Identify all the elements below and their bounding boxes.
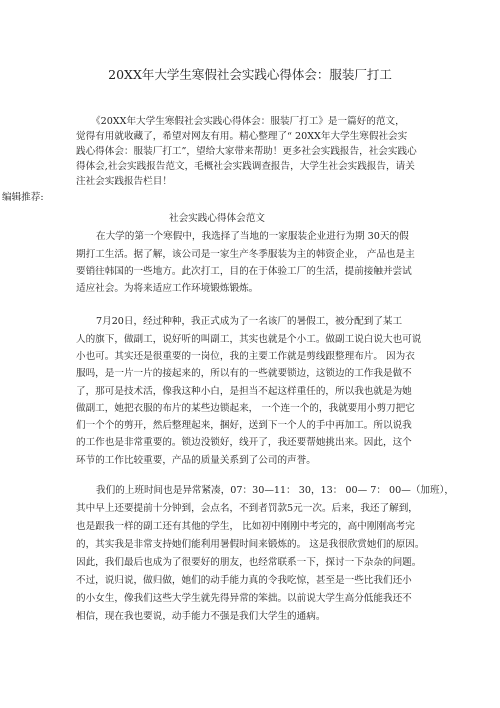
paragraph-line: 小也可。其实还是很重要的一岗位，我的主要工作就是剪线跟整理布片。 因为衣 [76,351,415,362]
intro-line: 得体会,社会实践报告范文，毛概社会实践调查报告，大学生社会实践报告，请关 [76,161,415,172]
editor-recommendation-label: 编辑推荐: [2,192,44,203]
paragraph-line: 也是跟我一样的副工还有其他的学生， 比如初中刚刚中考完的，高中刚刚高考完 [76,521,415,532]
intro-line: 觉得有用就收藏了，希望对网友有用。精心整理了“ 20XX年大学生寒假社会实 [76,131,408,142]
intro-line: 《20XX年大学生寒假社会实践心得体会：服装厂打工》是一篇好的范文， [91,116,405,127]
paragraph-line: 要销往韩国的一些地方。此次打工，目的在于体验工厂的生活，提前接触并尝试 [76,266,412,277]
paragraph-line: 环节的工作比较重要，产品的质量关系到了公司的声誉。 [76,455,316,466]
intro-line: 践心得体会：服装厂打工”，望给大家带来帮助！更多社会实践报告，社会实践心 [76,146,417,157]
paragraph-line: 了，那可是技术活，像我这种小白，是担当不起这样重任的，所以我也就是为她 [76,386,412,397]
paragraph-line: 不过，说归说，做归做，她们的动手能力真的令我吃惊，甚至是一些比我们还小 [76,575,412,586]
paragraph-line: 期打工生活。据了解，该公司是一家生产冬季服装为主的韩资企业， 产品也是主 [76,249,415,260]
paragraph-line: 在大学的第一个寒假中，我选择了当地的一家服装企业进行为期 30天的假 [96,231,409,242]
paragraph-line: 其中早上还要提前十分钟到，会点名，不到者罚款5元一次。后来，我还了解到， [76,503,418,514]
paragraph-line: 们一个个的剪开，然后整理起来，捆好，送到下一个人的手中再加工。所以说我 [76,420,412,431]
paragraph-line: 做副工，她把衣服的布片的某些边锁起来， 一个连一个的，我就要用小剪刀把它 [76,403,415,414]
section-title: 社会实践心得体会范文 [169,213,265,224]
paragraph-line: 人的旗下，做副工，说好听的叫副工，其实也就是个小工。做副工说白说大也可说 [76,334,422,345]
page-title: 20XX年大学生寒假社会实践心得体会：服装厂打工 [108,67,392,82]
paragraph-line: 的，其实我是非常支持她们能利用暑假时间来锻炼的。 这是我很欣赏她们的原因。 [76,539,425,550]
paragraph-line: 因此，我们最后也成为了很要好的朋友，也经常联系一下，探讨一下杂杂的问题。 [76,557,422,568]
paragraph-line: 服吗，是一片一片的接起来的，所以有的一些就要锁边，这锁边的工作我是做不 [76,368,412,379]
paragraph-line: 相信，现在我也要说，动手能力不强是我们大学生的通病。 [76,611,326,622]
paragraph-line: 的工作也是非常重要的。锁边没锁好，线开了，我还要帮她挑出来。因此，这个 [76,437,412,448]
paragraph-line: 我们的上班时间也是异常紧凑，07：30—11： 30，13： 00— 7： 00—（加班）， [96,485,454,496]
paragraph-line: 的小女生，像我们这些大学生就先得异常的笨拙。以前说大学生高分低能我还不 [76,593,412,604]
intro-line: 注社会实践报告栏目！ [76,176,172,187]
paragraph-line: 适应社会。为将来适应工作环境锻炼锻炼。 [76,283,259,294]
paragraph-line: 7月20日，经过种种，我正式成为了一名该厂的暑假工，被分配到了某工 [96,316,403,327]
